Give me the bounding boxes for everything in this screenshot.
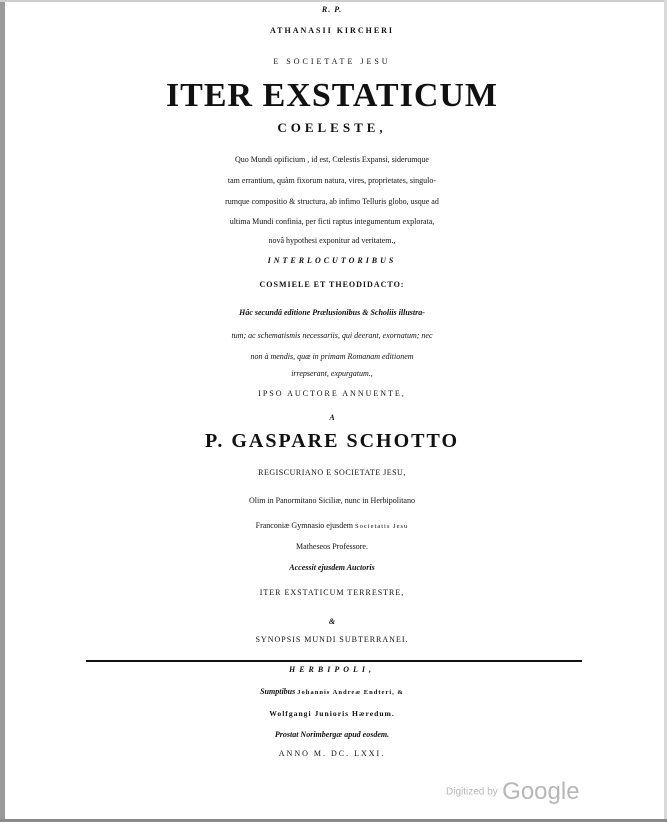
description-line: rumque compositio & structura, ab infimo Telluris globo, usque ad	[225, 197, 439, 206]
imprint-year: ANNO M. DC. LXXI.	[278, 749, 386, 758]
franconiae-text: Franconiæ Gymnasio ejusdem	[255, 521, 353, 530]
editor-franconiae	[6, 522, 658, 531]
description-line: ultima Mundi confinia, per ficti raptus integumentum explorata,	[229, 217, 435, 226]
editor-matheseos: Matheseos Professore.	[296, 542, 368, 551]
edition-line: non à mendis, quæ in primam Romanam editionem	[250, 352, 414, 361]
iter-terrestre: ITER EXSTATICUM TERRESTRE,	[259, 588, 405, 597]
edition-line: Hâc secundâ editione Prælusionibus & Scholiis illustra-	[239, 308, 425, 317]
sumptibus-text: Sumptibus	[260, 687, 296, 696]
edition-line: tum; ac schematismis necessariis, qui deerant, exornatum; nec	[231, 331, 433, 340]
divider-rule	[86, 660, 582, 662]
interlocutors-names: COSMIELE ET THEODIDACTO:	[259, 280, 405, 289]
imprint-place: HERBIPOLI,	[288, 665, 375, 674]
author-society: E SOCIETATE JESU	[273, 57, 391, 66]
watermark-prefix: Digitized by	[446, 786, 498, 798]
synopsis-title: SYNOPSIS MUNDI SUBTERRANEI.	[255, 635, 409, 644]
google-logo: Google	[502, 778, 580, 805]
imprint-publisher	[6, 688, 658, 697]
main-title-sub: COELESTE,	[277, 120, 387, 135]
title-page	[6, 0, 658, 818]
societatis-text: Societatis Jesu	[354, 523, 409, 530]
interlocutors-label: INTERLOCUTORIBUS	[267, 256, 397, 265]
editor-origin: REGISCURIANO E SOCIETATE JESU,	[258, 468, 406, 477]
description-line: novâ hypothesi exponitur ad veritatem.,	[268, 236, 396, 245]
description-line: Quo Mundi opificium , id est, Cœlestis Expansi, siderumque	[235, 155, 429, 164]
editor-name: P. GASPARE SCHOTTO	[204, 430, 460, 452]
a-preposition: A	[329, 413, 335, 422]
author-name: ATHANASII KIRCHERI	[269, 26, 395, 35]
rp-heading: R. P.	[321, 5, 343, 14]
prostat-line: Prostat Norimbergæ apud eosdem.	[274, 730, 390, 739]
ipso-auctore: IPSO AUCTORE ANNUENTE,	[258, 389, 406, 398]
edition-line: irrepserant, expurgatum.,	[291, 369, 373, 378]
digitized-by-google-watermark	[446, 778, 580, 806]
main-title: ITER EXSTATICUM	[165, 77, 499, 114]
description-line: tam errantium, quàm fixorum natura, vires, proprietates, singulo-	[227, 176, 437, 185]
editor-olim: Olim in Panormitano Siciliæ, nunc in Herbipolitano	[249, 496, 415, 505]
publisher-name-2: Wolfgangi Junioris Hæredum.	[269, 709, 395, 718]
accessit-line: Accessit ejusdem Auctoris	[289, 563, 375, 572]
publisher-name-1: Johannis Andreæ Endteri, &	[297, 689, 404, 696]
ampersand: &	[328, 617, 336, 626]
scan-frame-left	[0, 0, 5, 822]
